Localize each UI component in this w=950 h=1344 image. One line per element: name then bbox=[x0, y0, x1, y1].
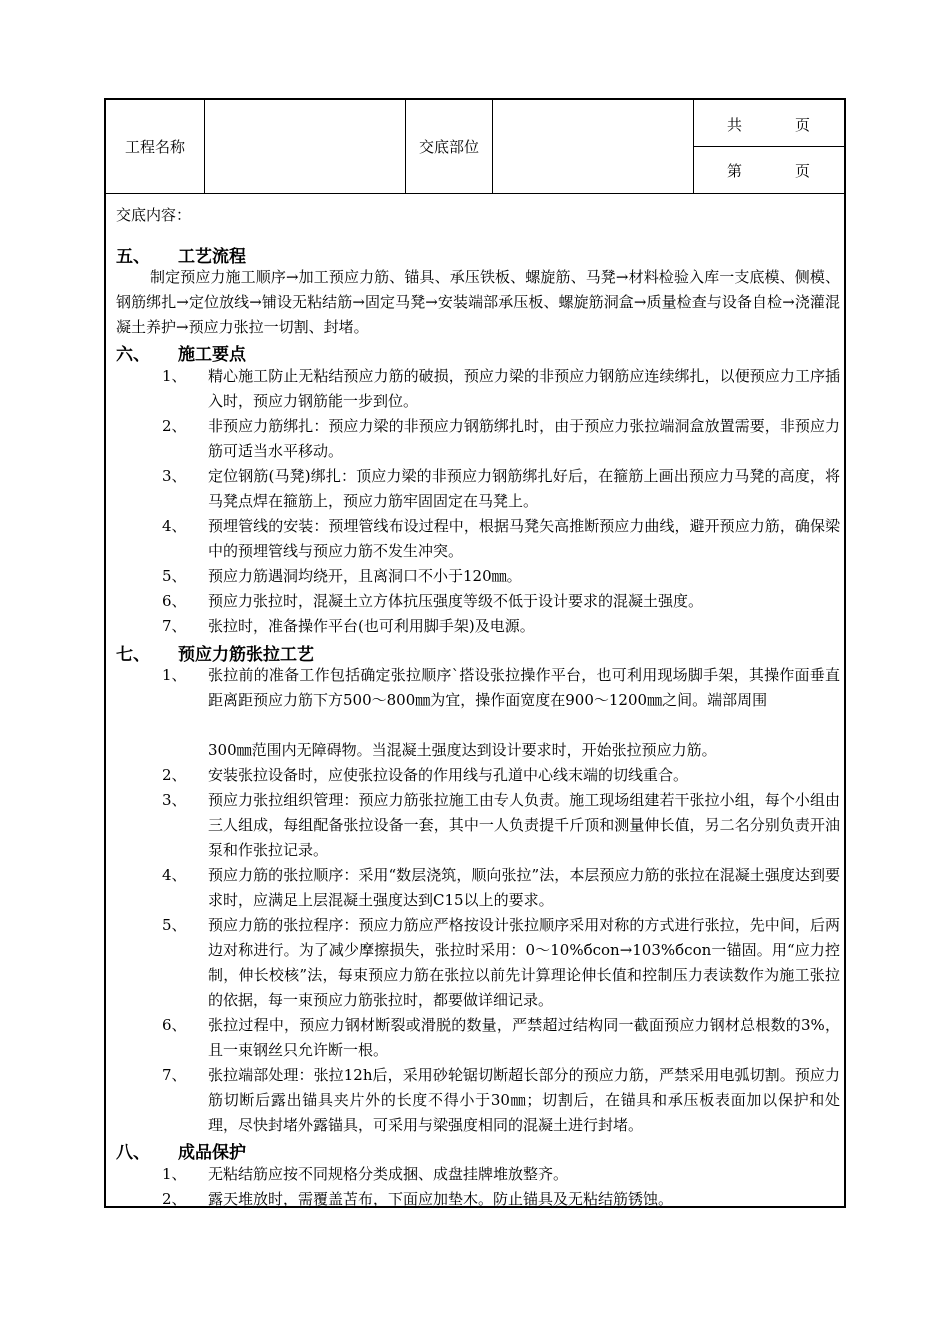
item-text: 张拉过程中，预应力钢材断裂或滑脱的数量，严禁超过结构同一截面预应力钢材总根数的3%，且一束钢丝只允许断一根。 bbox=[208, 1016, 840, 1059]
item-text: 预埋管线的安装：预埋管线布设过程中，根据马凳矢高推断预应力曲线，避开预应力筋，确保梁中的预埋管线与预应力筋不发生冲突。 bbox=[208, 517, 840, 560]
item-text: 非预应力筋绑扎：预应力梁的非预应力钢筋绑扎时，由于预应力张拉端洞盒放置需要，非预应力筋可适当水平移动。 bbox=[208, 417, 840, 460]
item-index: 1、 bbox=[162, 666, 187, 684]
item-index: 5、 bbox=[162, 916, 187, 934]
item-text: 定位钢筋(马凳)绑扎：顶应力梁的非预应力钢筋绑扎好后，在箍筋上画出预应力马凳的高度，将马凳点焊在箍筋上，预应力筋牢固固定在马凳上。 bbox=[208, 467, 840, 510]
item-text: 精心施工防止无粘结预应力筋的破损，预应力梁的非预应力钢筋应连续绑扎，以便预应力工序插入时，预应力钢筋能一步到位。 bbox=[208, 367, 840, 410]
item-text: 张拉时，准备操作平台(也可利用脚手架)及电源。 bbox=[208, 617, 535, 635]
item-index: 1、 bbox=[162, 1165, 187, 1183]
item-text: 张拉前的准备工作包括确定张拉顺序`搭设张拉操作平台，也可利用现场脚手架，其操作面垂直距离距预应力筋下方500～800㎜为宜，操作面宽度在900～1200㎜之间。端部周围 bbox=[208, 666, 840, 709]
intro-label: 交底内容： bbox=[116, 206, 192, 224]
item-index: 2、 bbox=[162, 1190, 187, 1208]
project-name-label: 工程名称 bbox=[124, 138, 185, 156]
item-index: 7、 bbox=[162, 617, 187, 635]
page-number-prefix: 第 bbox=[727, 162, 743, 180]
disclosure-form bbox=[104, 98, 846, 1208]
section-heading: 工艺流程 bbox=[178, 247, 246, 267]
item-index: 3、 bbox=[162, 791, 187, 809]
item-index: 7、 bbox=[162, 1066, 187, 1084]
page-number-suffix: 页 bbox=[795, 162, 811, 180]
location-label: 交底部位 bbox=[418, 138, 479, 156]
section-number: 六、 bbox=[116, 345, 150, 365]
item-text: 预应力筋的张拉顺序：采用“数层浇筑，顺向张拉”法，本层预应力筋的张拉在混凝土强度达到要求时，应满足上层混凝土强度达到C15以上的要求。 bbox=[208, 866, 840, 909]
section-heading: 预应力筋张拉工艺 bbox=[178, 645, 314, 665]
process-flow-paragraph: 制定预应力施工顺序→加工预应力筋、锚具、承压铁板、螺旋筋、马凳→材料检验入库一支底模、侧模、钢筋绑扎→定位放线→铺设无粘结筋→固定马凳→安装端部承压板、螺旋筋洞盒→质量检查与设备自检→浇灌混凝土养护→预应力张拉一切割、封堵。 bbox=[116, 268, 840, 336]
total-pages-cell bbox=[694, 114, 844, 134]
item-text: 预应力张拉时，混凝土立方体抗压强度等级不低于设计要求的混凝土强度。 bbox=[208, 592, 704, 610]
item-index: 6、 bbox=[162, 1016, 187, 1034]
item-index: 1、 bbox=[162, 367, 187, 385]
section-number: 七、 bbox=[116, 645, 150, 665]
page-number-cell bbox=[694, 160, 844, 180]
divider bbox=[694, 146, 844, 147]
item-index: 6、 bbox=[162, 592, 187, 610]
item-text: 预应力筋遇洞均绕开，且离洞口不小于120㎜。 bbox=[208, 567, 522, 585]
item-index: 4、 bbox=[162, 866, 187, 884]
item-text: 安装张拉设备时，应使张拉设备的作用线与孔道中心线末端的切线重合。 bbox=[208, 766, 689, 784]
section-number: 八、 bbox=[116, 1143, 150, 1163]
item-text: 张拉端部处理：张拉12h后，采用砂轮锯切断超长部分的预应力筋，严禁采用电弧切割。预应力筋切断后露出锚具夹片外的长度不得小于30㎜；切割后，在锚具和承压板表面加以保护和处理，尽快封堵外露锚具，可采用与梁强度相同的混凝土进行封堵。 bbox=[208, 1066, 840, 1134]
item-index: 4、 bbox=[162, 517, 187, 535]
form-header bbox=[106, 100, 844, 194]
item-text: 预应力张拉组织管理：预应力筋张拉施工由专人负责。施工现场组建若干张拉小组，每个小组由三人组成，每组配备张拉设备一套，其中一人负责提千斤顶和测量伸长值，另二名分别负责开油泵和作张拉记录。 bbox=[208, 791, 840, 859]
item-index: 3、 bbox=[162, 467, 187, 485]
total-pages-prefix: 共 bbox=[727, 116, 743, 134]
item-text: 无粘结筋应按不同规格分类成捆、成盘挂牌堆放整齐。 bbox=[208, 1165, 569, 1183]
section-number: 五、 bbox=[116, 247, 150, 267]
item-text-continued: 300㎜范围内无障碍物。当混凝土强度达到设计要求时，开始张拉预应力筋。 bbox=[208, 741, 717, 759]
project-name-field[interactable] bbox=[205, 100, 405, 193]
item-index: 2、 bbox=[162, 417, 187, 435]
total-pages-suffix: 页 bbox=[795, 116, 811, 134]
location-field[interactable] bbox=[493, 100, 693, 193]
section-heading: 施工要点 bbox=[178, 345, 246, 365]
item-text: 露天堆放时，需覆盖苫布，下面应加垫木。防止锚具及无粘结筋锈蚀。 bbox=[208, 1190, 674, 1208]
item-index: 5、 bbox=[162, 567, 187, 585]
item-index: 2、 bbox=[162, 766, 187, 784]
section-heading: 成品保护 bbox=[178, 1143, 246, 1163]
item-text: 预应力筋的张拉程序：预应力筋应严格按设计张拉顺序采用对称的方式进行张拉，先中间，后两边对称进行。为了减少摩擦损失，张拉时采用：0～10%бcon→103%бcon一锚固。用“应力控制，伸长校核”法，每束预应力筋在张拉以前先计算理论伸长值和控制压力表读数作为施工张拉的依据，每一束预应力筋张拉时，都要做详细记录。 bbox=[208, 916, 840, 1009]
